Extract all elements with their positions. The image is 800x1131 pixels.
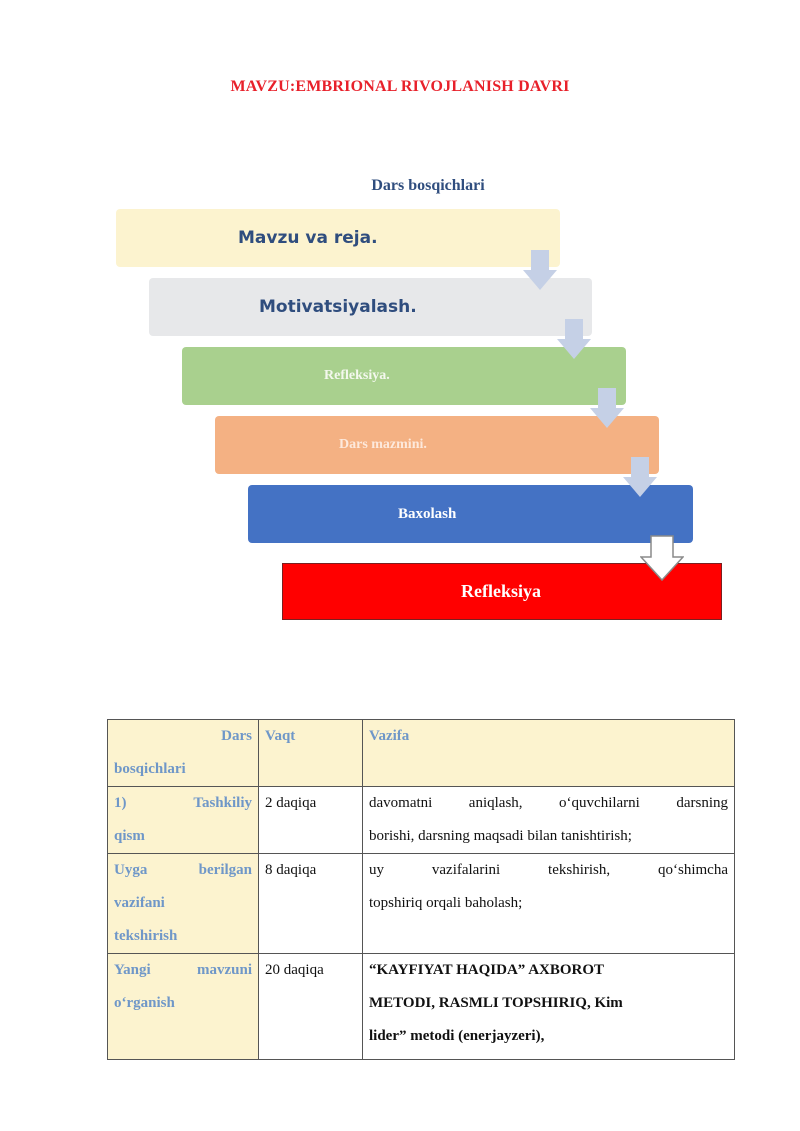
table-header-row (108, 720, 735, 787)
row-time: 20 daqiqa (259, 954, 363, 1060)
header-task: Vazifa (363, 720, 735, 787)
stage-label: Mavzu va reja. (238, 228, 378, 248)
table-row (108, 787, 735, 854)
stage-line: Uyga berilgan (114, 862, 252, 878)
table-row (108, 854, 735, 954)
stage-line: o‘rganish (114, 995, 175, 1011)
lesson-plan-table (107, 719, 735, 1060)
header-time: Vaqt (259, 720, 363, 787)
row-time: 2 daqiqa (259, 787, 363, 854)
row-task (363, 954, 735, 1060)
task-line: METODI, RASMLI TOPSHIRIQ, Kim (369, 995, 623, 1011)
stage-line: 1) Tashkiliy (114, 795, 252, 811)
row-stage (108, 854, 259, 954)
down-arrow-icon (557, 319, 591, 359)
task-line: “KAYFIYAT HAQIDA” AXBOROT (369, 962, 605, 978)
down-arrow-icon (640, 535, 684, 581)
task-line: borishi, darsning maqsadi bilan tanishtirish; (369, 828, 632, 844)
task-line: uy vazifalarini tekshirish, qo‘shimcha (369, 862, 728, 878)
stage-label: Refleksiya (461, 581, 541, 601)
row-task (363, 787, 735, 854)
stage-label: Dars mazmini. (339, 437, 427, 452)
row-task (363, 854, 735, 954)
stage-label: Motivatsiyalash. (259, 297, 417, 317)
stage-label: Refleksiya. (324, 368, 390, 383)
table-row (108, 954, 735, 1060)
stage-line: tekshirish (114, 928, 178, 944)
stage-line: Yangi mavzuni (114, 962, 252, 978)
row-time: 8 daqiqa (259, 854, 363, 954)
stage-line: vazifani (114, 895, 165, 911)
task-line: topshiriq orqali baholash; (369, 895, 523, 911)
stage-line: qism (114, 828, 145, 844)
diagram-title: Dars bosqichlari (371, 177, 485, 194)
down-arrow-icon (523, 250, 557, 290)
down-arrow-icon (623, 457, 657, 497)
task-line: davomatni aniqlash, o‘quvchilarni darsning (369, 795, 728, 811)
task-line: lider” metodi (enerjayzeri), (369, 1028, 545, 1044)
header-stage-line: bosqichlari (114, 761, 186, 777)
row-stage (108, 954, 259, 1060)
down-arrow-icon (590, 388, 624, 428)
stage-label: Baxolash (398, 505, 457, 522)
header-stage (108, 720, 259, 787)
page-title: MAVZU:EMBRIONAL RIVOJLANISH DAVRI (230, 78, 570, 95)
stage-box-topic (116, 209, 560, 267)
header-stage-line: Dars (221, 728, 252, 744)
row-stage (108, 787, 259, 854)
